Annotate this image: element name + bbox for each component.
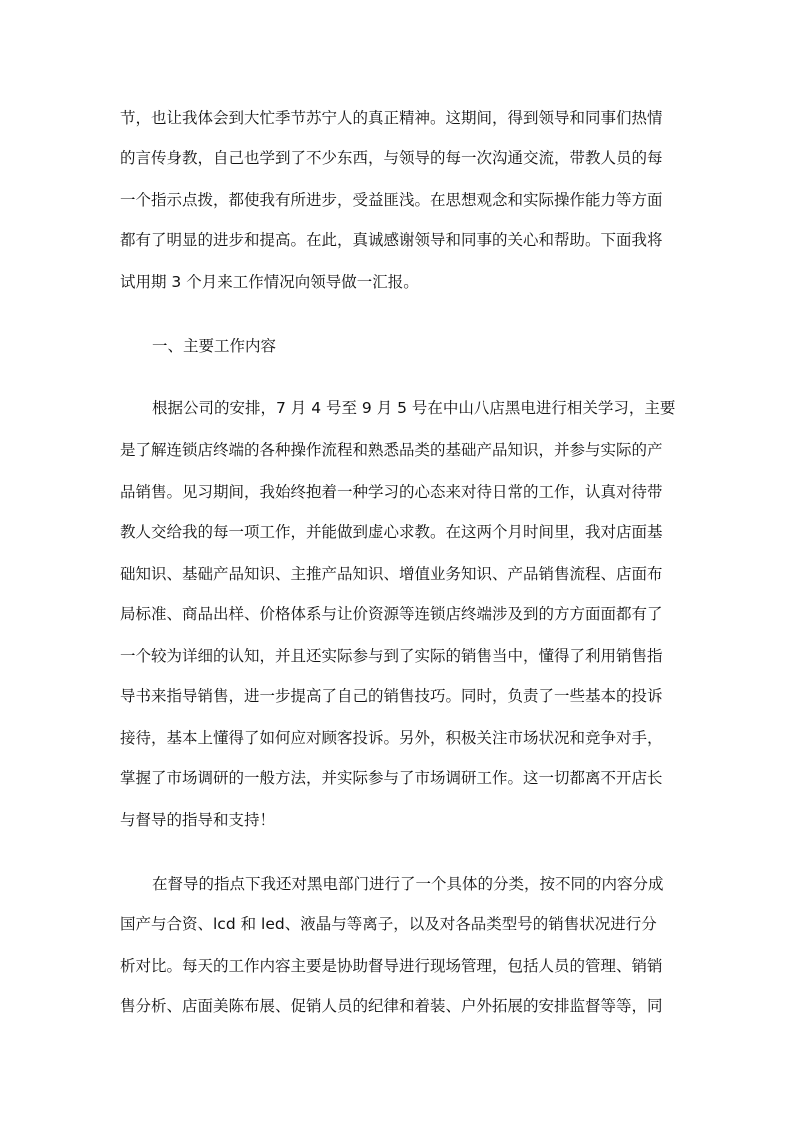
paragraph-1-line: 教人交给我的每一项工作，并能做到虚心求教。在这两个月时间里，我对店面基 [120, 523, 663, 541]
paragraph-2-line: 售分析、店面美陈布展、促销人员的纪律和着装、户外拓展的安排监督等等，同 [120, 997, 663, 1015]
paragraph-2-line: 析对比。每天的工作内容主要是协助督导进行现场管理，包括人员的管理、销销 [120, 957, 663, 975]
paragraph-1-line: 局标准、商品出样、价格体系与让价资源等连锁店终端涉及到的方方面面都有了 [120, 605, 663, 623]
paragraph-1-line: 接待，基本上懂得了如何应对顾客投诉。另外，积极关注市场状况和竞争对手， [120, 729, 663, 747]
intro-line: 试用期 3 个月来工作情况向领导做一汇报。 [120, 273, 419, 291]
intro-line: 节，也让我体会到大忙季节苏宁人的真正精神。这期间，得到领导和同事们热情 [120, 109, 663, 127]
paragraph-2-line: 国产与合资、lcd 和 led、液晶与等离子，以及对各品类型号的销售状况进行分 [120, 915, 657, 933]
paragraph-1-line: 是了解连锁店终端的各种操作流程和熟悉品类的基础产品知识，并参与实际的产 [120, 441, 663, 459]
paragraph-1-line: 掌握了市场调研的一般方法，并实际参与了市场调研工作。这一切都离不开店长 [120, 769, 663, 787]
paragraph-1-line: 础知识、基础产品知识、主推产品知识、增值业务知识、产品销售流程、店面布 [120, 565, 663, 583]
paragraph-1-line: 一个较为详细的认知，并且还实际参与到了实际的销售当中，懂得了利用销售指 [120, 647, 663, 665]
intro-line: 的言传身教，自己也学到了不少东西，与领导的每一次沟通交流，带教人员的每 [120, 149, 663, 167]
intro-line: 都有了明显的进步和提高。在此，真诚感谢领导和同事的关心和帮助。下面我将 [120, 231, 663, 249]
intro-line: 一个指示点拨，都使我有所进步，受益匪浅。在思想观念和实际操作能力等方面 [120, 191, 663, 209]
paragraph-1-line: 根据公司的安排，7 月 4 号至 9 月 5 号在中山八店黑电进行相关学习，主要 [152, 399, 676, 417]
section-heading: 一、主要工作内容 [152, 337, 277, 355]
paragraph-1-line: 品销售。见习期间，我始终抱着一种学习的心态来对待日常的工作，认真对待带 [120, 483, 663, 501]
paragraph-1-line: 与督导的指导和支持！ [120, 811, 276, 829]
paragraph-2-line: 在督导的指点下我还对黑电部门进行了一个具体的分类，按不同的内容分成 [152, 875, 664, 893]
paragraph-1-line: 导书来指导销售，进一步提高了自己的销售技巧。同时，负责了一些基本的投诉 [120, 687, 663, 705]
